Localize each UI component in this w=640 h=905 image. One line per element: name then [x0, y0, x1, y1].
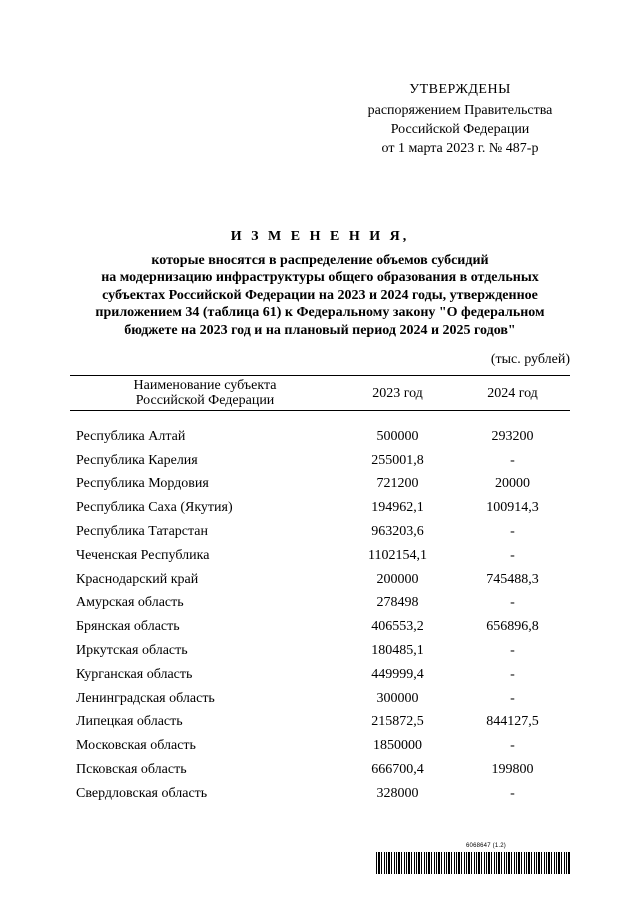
value-2024-cell: - [510, 666, 515, 682]
approval-line-2: Российской Федерации [390, 122, 530, 137]
table-row [70, 687, 570, 711]
value-2024-cell: - [510, 524, 515, 540]
value-2024-cell: 745488,3 [486, 571, 539, 587]
table-body [70, 411, 570, 806]
region-name-cell: Брянская область [76, 619, 180, 635]
barcode-image [376, 852, 570, 874]
region-name-cell: Курганская область [76, 666, 193, 682]
value-2023-cell: 666700,4 [371, 762, 424, 778]
header-region-name [70, 376, 340, 411]
approval-block [330, 80, 590, 158]
header-region-name-line-2: Российской Федерации [135, 393, 275, 408]
region-name-cell: Липецкая область [76, 714, 183, 730]
approval-line-3: от 1 марта 2023 г. № 487-р [381, 141, 539, 156]
table-spacer-row [70, 411, 570, 426]
value-2023-cell: 963203,6 [371, 524, 424, 540]
approval-line-1: распоряжением Правительства [367, 103, 553, 118]
barcode-number: 6068647 (1.2) [466, 843, 506, 849]
heading-line-4: приложением 34 (таблица 61) к Федеральному закону "О федеральном [95, 305, 545, 320]
value-2023-cell: 1850000 [373, 738, 422, 754]
region-name-cell: Чеченская Республика [76, 547, 210, 563]
value-2024-cell: - [510, 643, 515, 659]
value-2024-cell: 20000 [495, 476, 530, 492]
table-row [70, 425, 570, 449]
table-row [70, 592, 570, 616]
region-name-cell: Иркутская область [76, 643, 188, 659]
table-row [70, 449, 570, 473]
value-2023-cell: 449999,4 [371, 666, 424, 682]
table-row [70, 544, 570, 568]
value-2023-cell: 300000 [376, 690, 419, 706]
table-row [70, 663, 570, 687]
region-name-cell: Республика Татарстан [76, 524, 209, 540]
value-2024-cell: 844127,5 [486, 714, 539, 730]
header-year-2024: 2024 год [455, 376, 570, 411]
value-2023-cell: 406553,2 [371, 619, 424, 635]
heading-line-2: на модернизацию инфраструктуры общего образования в отдельных [101, 270, 539, 285]
table-row [70, 782, 570, 806]
table-row [70, 473, 570, 497]
subsidy-table [70, 375, 570, 806]
table-row [70, 711, 570, 735]
table-row [70, 520, 570, 544]
value-2024-cell: 656896,8 [486, 619, 539, 635]
table-row [70, 568, 570, 592]
heading-line-5: бюджете на 2023 год и на плановый период 2024 и 2025 годов" [124, 322, 516, 338]
heading-line-1: которые вносятся в распределение объемов субсидий [151, 252, 489, 268]
region-name-cell: Ленинградская область [76, 690, 215, 706]
heading-line-3: субъектах Российской Федерации на 2023 и 2024 годы, утвержденное [102, 287, 538, 303]
value-2024-cell: - [510, 785, 515, 801]
value-2024-cell: 293200 [491, 428, 534, 444]
table-row [70, 639, 570, 663]
region-name-cell: Республика Саха (Якутия) [76, 500, 233, 516]
value-2024-cell: 100914,3 [486, 500, 539, 516]
value-2024-cell: - [510, 547, 515, 563]
header-region-name-line-1: Наименование субъекта [133, 378, 277, 393]
region-name-cell: Республика Мордовия [76, 476, 209, 492]
region-name-cell: Московская область [76, 738, 196, 754]
value-2023-cell: 180485,1 [371, 643, 424, 659]
value-2023-cell: 278498 [376, 595, 419, 611]
value-2024-cell: - [510, 738, 515, 754]
region-name-cell: Псковская область [76, 762, 187, 778]
value-2024-cell: - [510, 452, 515, 468]
region-name-cell: Республика Карелия [76, 452, 198, 468]
value-2023-cell: 721200 [376, 476, 419, 492]
approval-title: УТВЕРЖДЕНЫ [409, 82, 511, 97]
value-2023-cell: 255001,8 [371, 452, 424, 468]
document-title: И З М Е Н Е Н И Я, [230, 229, 410, 244]
region-name-cell: Амурская область [76, 595, 184, 611]
table-header-row [70, 376, 570, 411]
units-label: (тыс. рублей) [490, 352, 570, 367]
region-name-cell: Свердловская область [76, 785, 208, 801]
region-name-cell: Республика Алтай [76, 428, 186, 444]
value-2023-cell: 500000 [376, 428, 419, 444]
subsidy-table-grid [70, 375, 570, 806]
value-2024-cell: - [510, 595, 515, 611]
value-2024-cell: - [510, 690, 515, 706]
value-2023-cell: 215872,5 [371, 714, 424, 730]
value-2023-cell: 194962,1 [371, 500, 424, 516]
table-row [70, 496, 570, 520]
table-row [70, 615, 570, 639]
table-row [70, 758, 570, 782]
value-2023-cell: 200000 [376, 571, 419, 587]
table-row [70, 734, 570, 758]
region-name-cell: Краснодарский край [76, 571, 199, 587]
value-2024-cell: 199800 [491, 762, 534, 778]
value-2023-cell: 1102154,1 [368, 547, 427, 563]
document-heading [70, 228, 570, 339]
value-2023-cell: 328000 [376, 785, 419, 801]
table-header [70, 376, 570, 411]
header-year-2023: 2023 год [340, 376, 455, 411]
